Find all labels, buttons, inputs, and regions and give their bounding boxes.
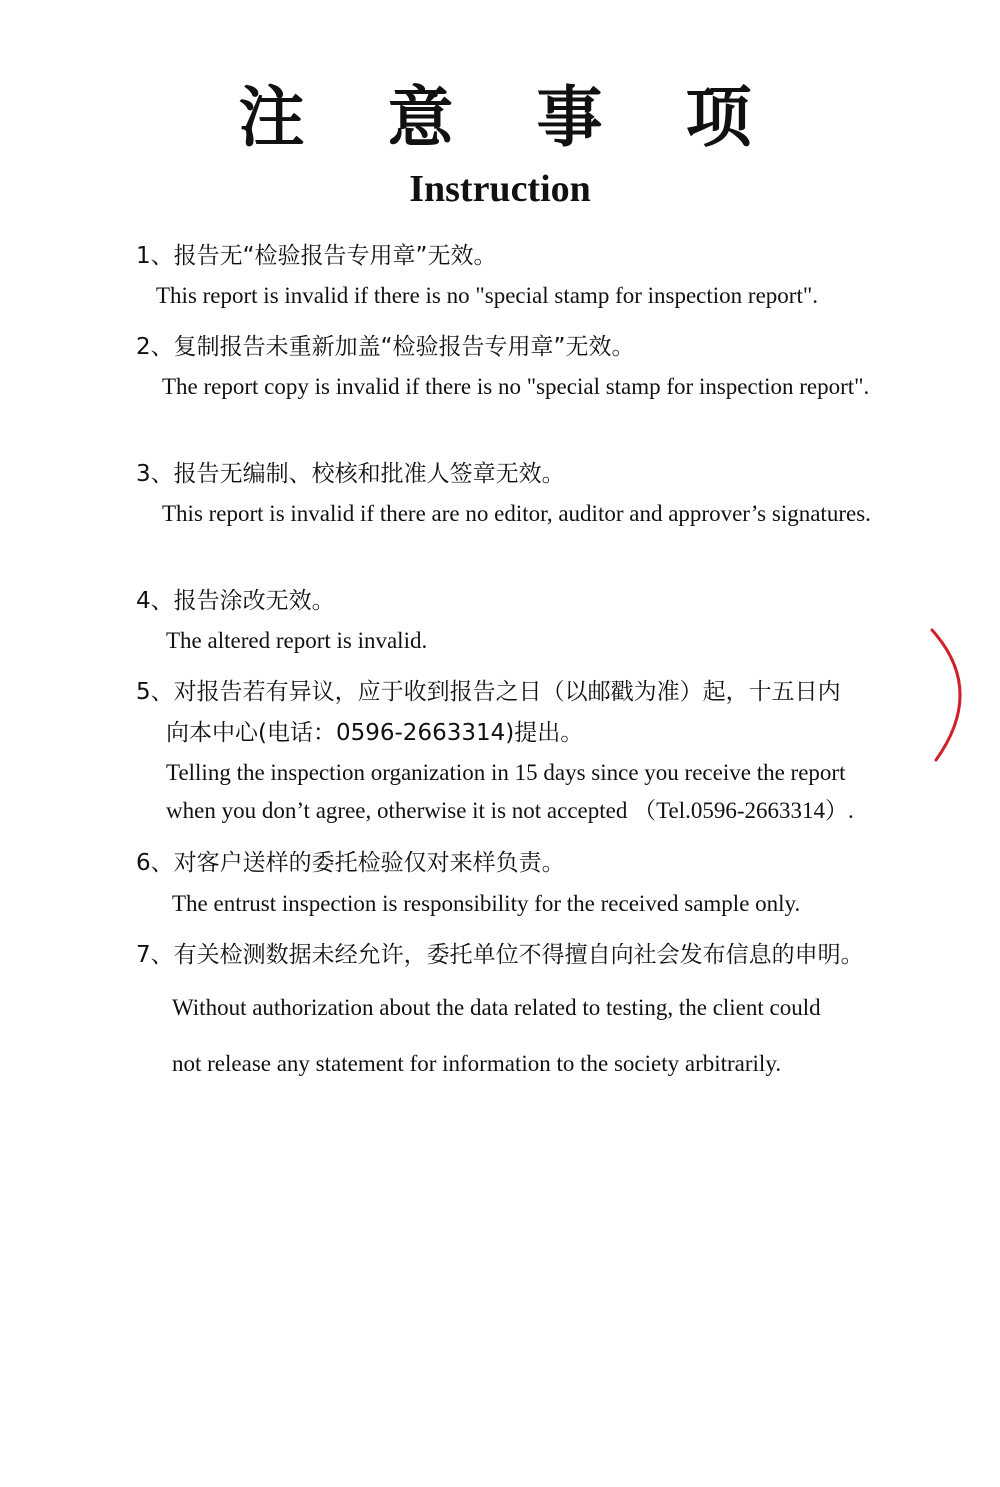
- instruction-7-english-line-1: Without authorization about the data related to testing, the client could: [172, 995, 821, 1020]
- red-stamp-edge-arc: [928, 628, 968, 768]
- instruction-5-english-line-1: Telling the inspection organization in 15 days since you receive the report: [166, 760, 846, 785]
- instruction-6-chinese: 6、对客户送样的委托检验仅对来样负责。: [136, 850, 565, 876]
- instruction-3-english: This report is invalid if there are no editor, auditor and approver’s signatures.: [162, 501, 871, 526]
- instruction-2-english: The report copy is invalid if there is no "special stamp for inspection report".: [162, 374, 870, 399]
- instruction-3-chinese: 3、报告无编制、校核和批准人签章无效。: [136, 461, 565, 487]
- instruction-5-chinese-line-2: 向本中心(电话：0596-2663314)提出。: [166, 720, 584, 746]
- page-title-english: Instruction: [409, 168, 591, 210]
- instruction-5-chinese-line-1: 5、对报告若有异议，应于收到报告之日（以邮戳为准）起，十五日内: [136, 679, 841, 705]
- instruction-1-english: This report is invalid if there is no "special stamp for inspection report".: [156, 283, 818, 308]
- instruction-2-chinese: 2、复制报告未重新加盖“检验报告专用章”无效。: [136, 334, 635, 360]
- instruction-4-chinese: 4、报告涂改无效。: [136, 588, 335, 614]
- instruction-7-chinese: 7、有关检测数据未经允许，委托单位不得擅自向社会发布信息的申明。: [136, 942, 864, 968]
- instruction-1-chinese: 1、报告无“检验报告专用章”无效。: [136, 243, 497, 269]
- instruction-5-english-line-2: when you don’t agree, otherwise it is not accepted （Tel.0596-2663314）.: [166, 798, 854, 823]
- page-title-chinese: 注 意 事 项: [238, 79, 782, 156]
- instruction-4-english: The altered report is invalid.: [166, 628, 428, 653]
- instruction-6-english: The entrust inspection is responsibility for the received sample only.: [172, 891, 801, 916]
- instruction-7-english-line-2: not release any statement for information to the society arbitrarily.: [172, 1051, 782, 1076]
